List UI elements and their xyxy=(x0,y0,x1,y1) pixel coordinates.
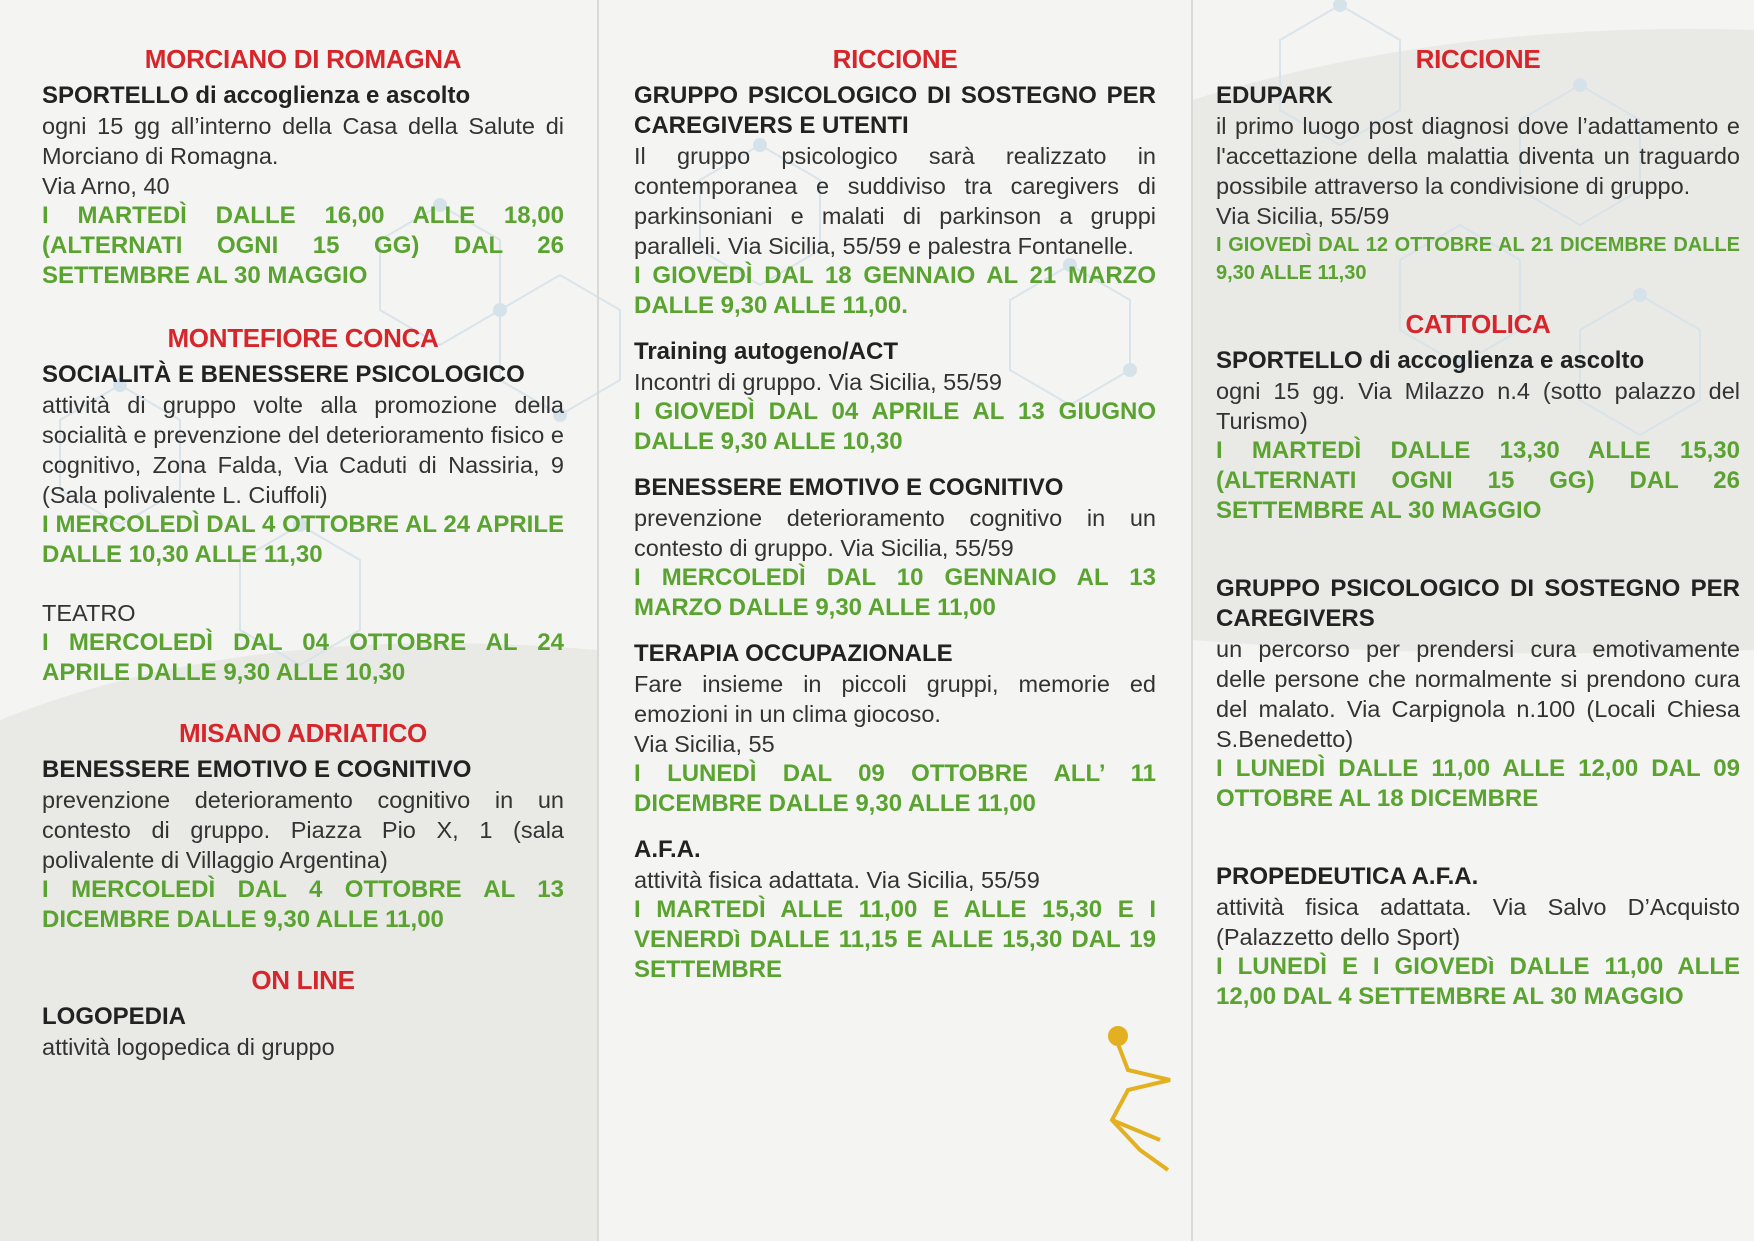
activity-title: SPORTELLO di accoglienza e ascolto xyxy=(42,82,471,109)
activity-address: Via Arno, 40 xyxy=(42,173,170,199)
activity-title: EDUPARK xyxy=(1216,82,1333,109)
activity-schedule: I LUNEDÌ DALLE 11,00 ALLE 12,00 DAL 09 OTTOBRE AL 18 DICEMBRE xyxy=(1216,755,1740,812)
section-morciano xyxy=(42,44,564,291)
activity-schedule: I MARTEDÌ DALLE 16,00 ALLE 18,00 (ALTERNATI OGNI 15 GG) DAL 26 SETTEMBRE AL 30 MAGGIO xyxy=(42,202,564,289)
city-heading: MORCIANO DI ROMAGNA xyxy=(144,44,462,74)
section-cattolica xyxy=(1216,309,1740,526)
item-benessere-emotivo xyxy=(634,473,1156,623)
column-left xyxy=(0,0,598,1241)
item-training-autogeno xyxy=(634,337,1156,457)
activity-description: Il gruppo psicologico sarà realizzato in contemporanea e suddiviso tra caregivers di parkinsoniani e malati di parkinson a gruppi paralleli. Via Sicilia, 55/59 e palestra Fontanelle. xyxy=(634,143,1156,259)
extra-schedule: I MERCOLEDÌ DAL 04 OTTOBRE AL 24 APRILE DALLE 9,30 ALLE 10,30 xyxy=(42,629,564,686)
activity-description: il primo luogo post diagnosi dove l’adattamento e l'accettazione della malattia diventa un traguardo possibile attraverso la condivisione di gruppo. xyxy=(1216,113,1740,199)
activity-title: SPORTELLO di accoglienza e ascolto xyxy=(1216,347,1645,374)
column-right xyxy=(1192,0,1754,1241)
section-montefiore xyxy=(42,323,564,688)
activity-title: LOGOPEDIA xyxy=(42,1003,187,1030)
activity-title: SOCIALITÀ E BENESSERE PSICOLOGICO xyxy=(42,361,525,388)
activity-title: BENESSERE EMOTIVO E COGNITIVO xyxy=(634,474,1064,501)
activity-title: GRUPPO PSICOLOGICO DI SOSTEGNO PER CAREGIVERS E UTENTI xyxy=(634,82,1156,139)
activity-address: Via Sicilia, 55 xyxy=(634,731,775,757)
activity-description: un percorso per prendersi cura emotivamente delle persone che normalmente si prendono cura del malato. Via Carpignola n.100 (Locali Chiesa S.Benedetto) xyxy=(1216,636,1740,752)
activity-address: Via Sicilia, 55/59 xyxy=(1216,203,1390,229)
city-heading: CATTOLICA xyxy=(1405,309,1551,339)
activity-schedule: I GIOVEDÌ DAL 12 OTTOBRE AL 21 DICEMBRE DALLE 9,30 ALLE 11,30 xyxy=(1216,234,1740,284)
city-heading: RICCIONE xyxy=(832,44,958,74)
activity-description: ogni 15 gg. Via Milazzo n.4 (sotto palazzo del Turismo) xyxy=(1216,378,1740,434)
activity-schedule: I MERCOLEDÌ DAL 10 GENNAIO AL 13 MARZO DALLE 9,30 ALLE 11,00 xyxy=(634,564,1156,621)
activity-description: Incontri di gruppo. Via Sicilia, 55/59 xyxy=(634,369,1002,395)
city-heading: MONTEFIORE CONCA xyxy=(167,323,439,353)
activity-title: A.F.A. xyxy=(634,836,701,863)
activity-description: attività di gruppo volte alla promozione della socialità e prevenzione del deterioramento fisico e cognitivo, Zona Falda, Via Caduti di Nassiria, 9 (Sala polivalente L. Ciuffoli) xyxy=(42,392,564,508)
fold-line-1 xyxy=(597,0,599,1241)
city-heading: ON LINE xyxy=(251,965,355,995)
activity-schedule: I MARTEDÌ ALLE 11,00 E ALLE 15,30 E I VENERDì DALLE 11,15 E ALLE 15,30 DAL 19 SETTEMBRE xyxy=(634,896,1156,983)
activity-title: TERAPIA OCCUPAZIONALE xyxy=(634,640,953,667)
city-heading: MISANO ADRIATICO xyxy=(179,718,427,748)
item-afa xyxy=(634,835,1156,985)
activity-schedule: I LUNEDÌ E I GIOVEDì DALLE 11,00 ALLE 12,00 DAL 4 SETTEMBRE AL 30 MAGGIO xyxy=(1216,953,1740,1010)
activity-title: PROPEDEUTICA A.F.A. xyxy=(1216,863,1479,890)
activity-description: prevenzione deterioramento cognitivo in un contesto di gruppo. Via Sicilia, 55/59 xyxy=(634,505,1156,561)
activity-title: BENESSERE EMOTIVO E COGNITIVO xyxy=(42,756,472,783)
activity-description: ogni 15 gg all’interno della Casa della Salute di Morciano di Romagna. xyxy=(42,113,564,169)
column-middle xyxy=(598,0,1192,1241)
activity-schedule: I MARTEDÌ DALLE 13,30 ALLE 15,30 (ALTERNATI OGNI 15 GG) DAL 26 SETTEMBRE AL 30 MAGGIO xyxy=(1216,437,1740,524)
section-riccione-edupark xyxy=(1216,44,1740,287)
activity-schedule: I GIOVEDÌ DAL 04 APRILE AL 13 GIUGNO DALLE 9,30 ALLE 10,30 xyxy=(634,398,1156,455)
city-heading: RICCIONE xyxy=(1415,44,1541,74)
activity-description: prevenzione deterioramento cognitivo in un contesto di gruppo. Piazza Pio X, 1 (sala polivalente di Villaggio Argentina) xyxy=(42,787,564,873)
extra-label: TEATRO xyxy=(42,600,136,626)
activity-schedule: I GIOVEDÌ DAL 18 GENNAIO AL 21 MARZO DALLE 9,30 ALLE 11,00. xyxy=(634,262,1156,319)
fold-line-2 xyxy=(1191,0,1193,1241)
activity-description: attività logopedica di gruppo xyxy=(42,1034,335,1060)
activity-description: attività fisica adattata. Via Sicilia, 55/59 xyxy=(634,867,1040,893)
section-misano xyxy=(42,718,564,935)
section-online xyxy=(42,965,564,1062)
activity-description: Fare insieme in piccoli gruppi, memorie ed emozioni in un clima giocoso. xyxy=(634,671,1156,727)
item-gruppo-psicologico xyxy=(634,81,1156,321)
item-terapia-occupazionale xyxy=(634,639,1156,819)
item-propedeutica-afa xyxy=(1216,862,1740,1012)
activity-schedule: I MERCOLEDÌ DAL 4 OTTOBRE AL 13 DICEMBRE DALLE 9,30 ALLE 11,00 xyxy=(42,876,564,933)
activity-title: Training autogeno/ACT xyxy=(634,338,898,365)
activity-description: attività fisica adattata. Via Salvo D’Acquisto (Palazzetto dello Sport) xyxy=(1216,894,1740,950)
item-gruppo-caregivers xyxy=(1216,574,1740,814)
activity-schedule: I LUNEDÌ DAL 09 OTTOBRE ALL’ 11 DICEMBRE DALLE 9,30 ALLE 11,00 xyxy=(634,760,1156,817)
activity-title: GRUPPO PSICOLOGICO DI SOSTEGNO PER CAREGIVERS xyxy=(1216,575,1740,632)
activity-schedule: I MERCOLEDÌ DAL 4 OTTOBRE AL 24 APRILE DALLE 10,30 ALLE 11,30 xyxy=(42,511,564,568)
